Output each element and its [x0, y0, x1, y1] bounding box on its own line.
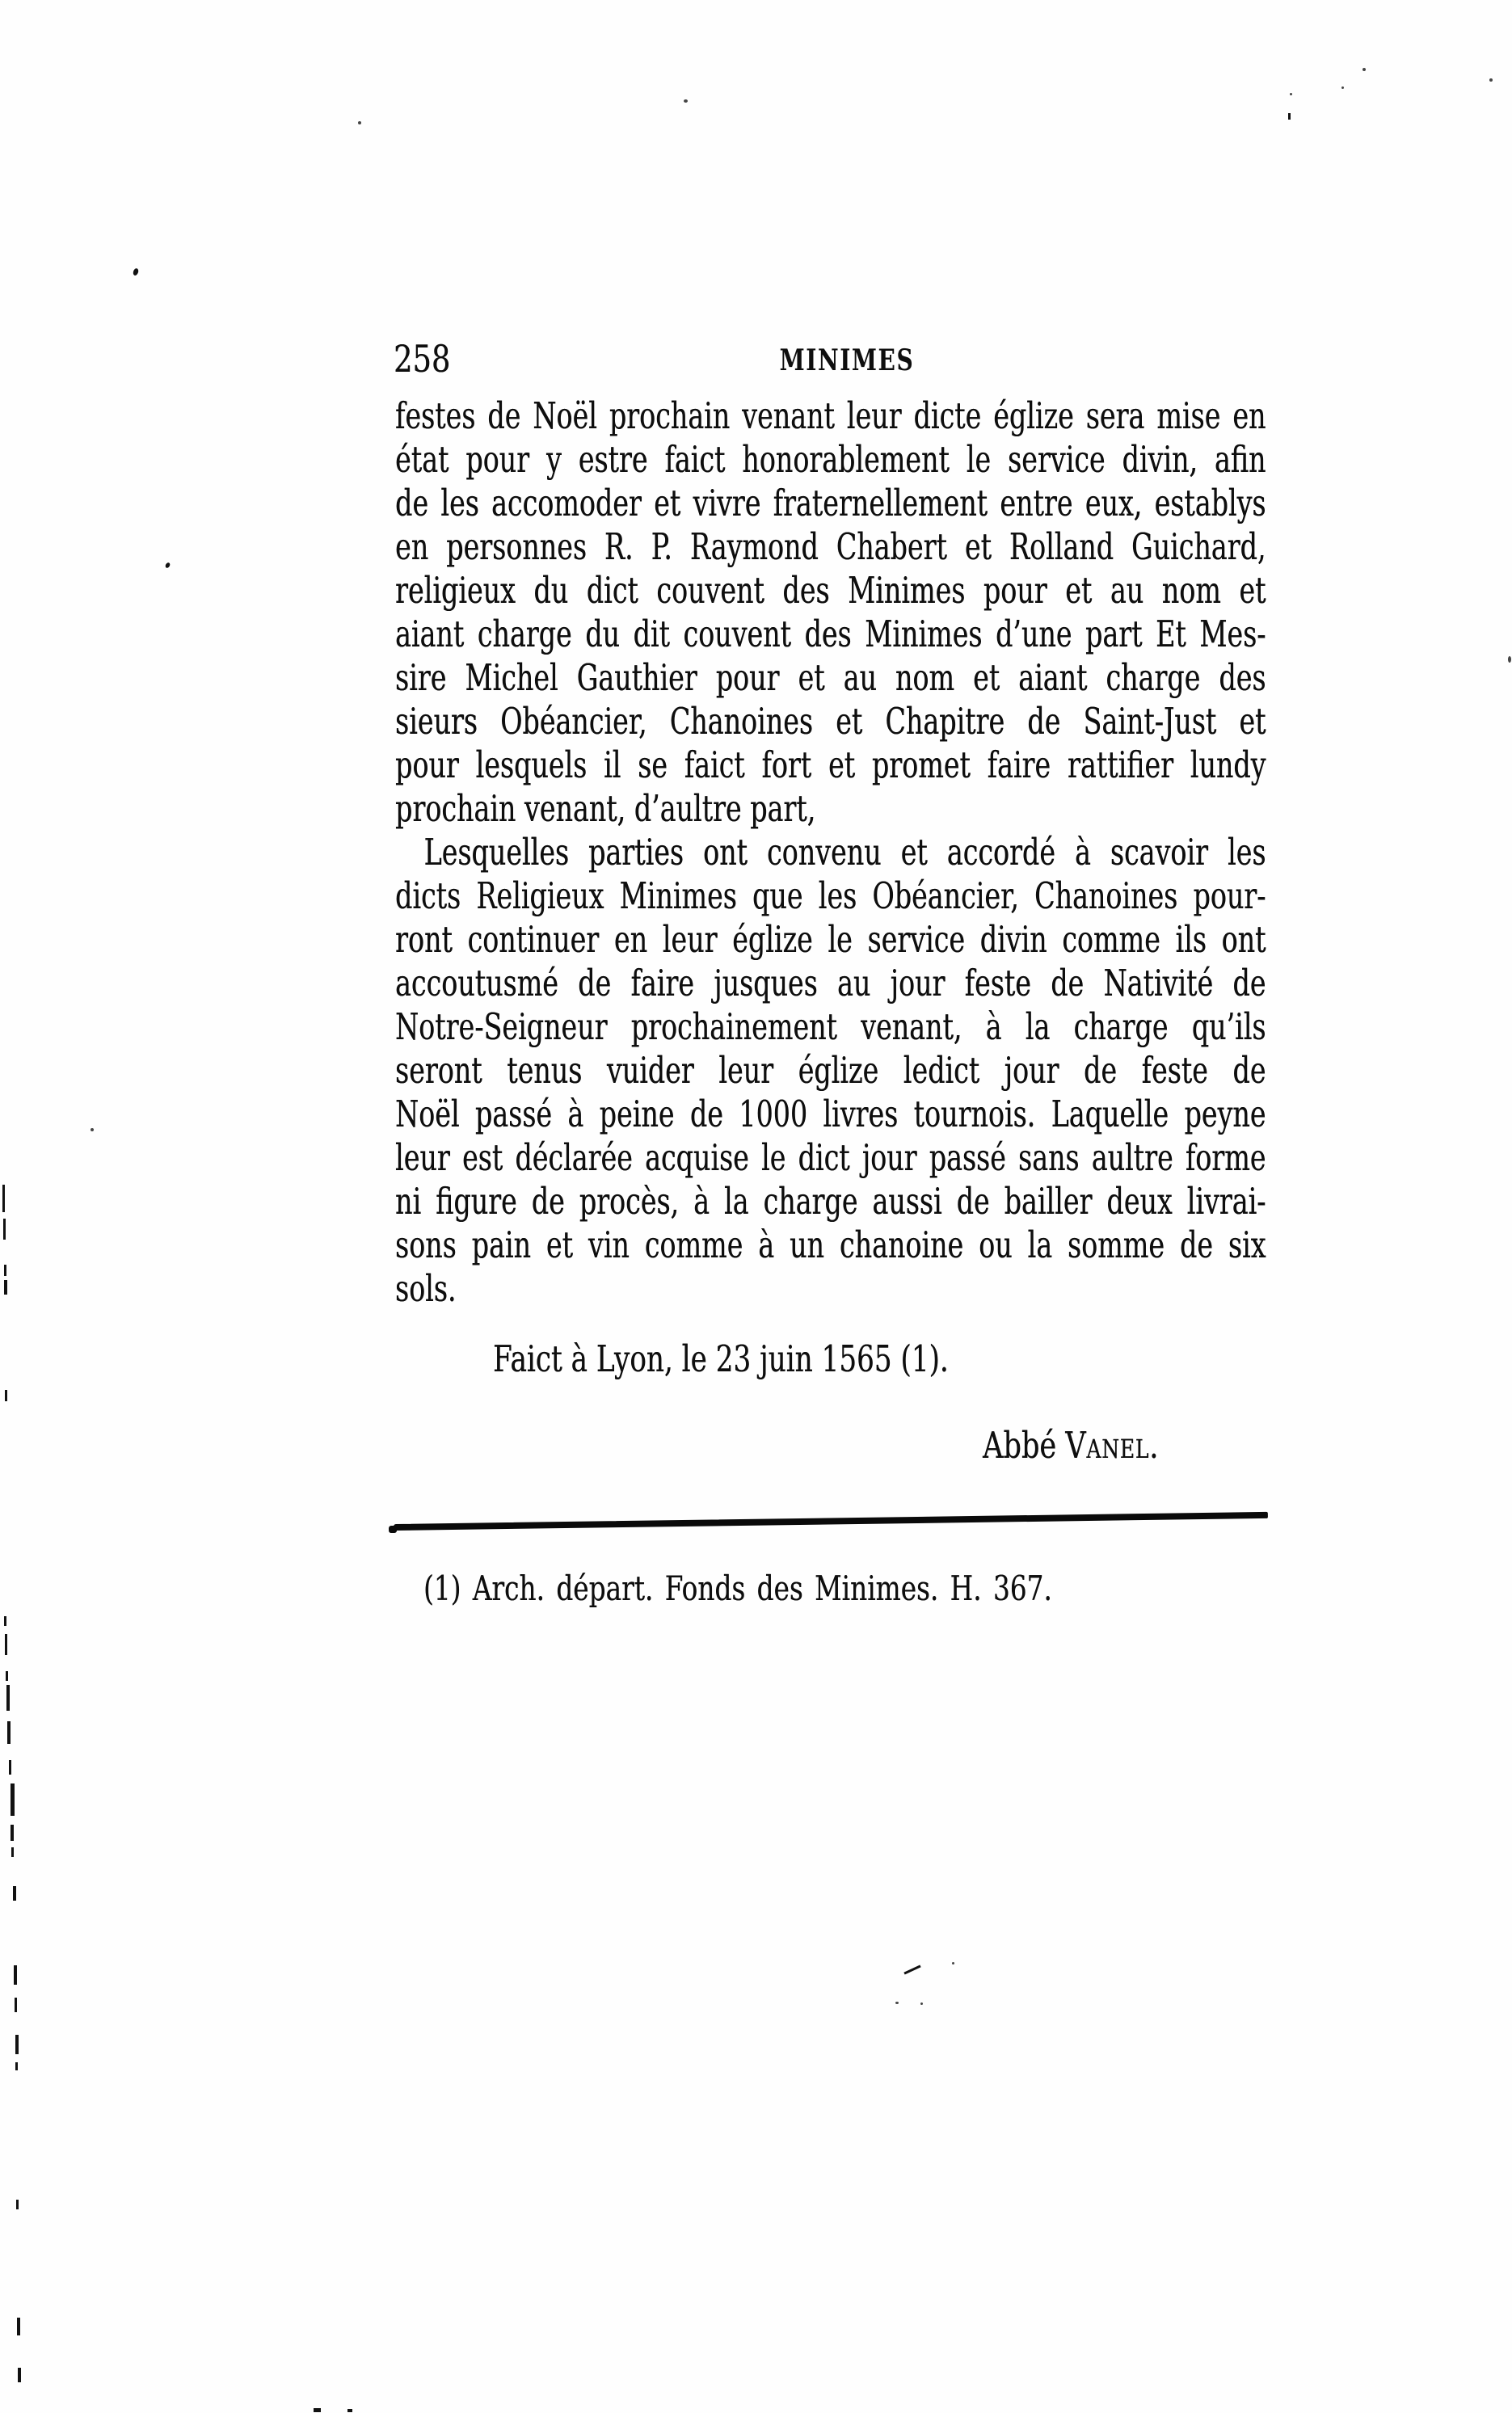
text-line: sire Michel Gauthier pour et au nom et aiant charge des [395, 656, 1266, 699]
text-line: religieux du dict couvent des Minimes pour et au nom et [395, 569, 1266, 612]
scan-speck [347, 2409, 352, 2412]
signature-prefix: Abbé [983, 1424, 1057, 1467]
scan-artifact [6, 1685, 10, 1711]
running-title: MINIMES [779, 343, 915, 377]
scan-speck [1508, 656, 1511, 663]
text-line: dicts Religieux Minimes que les Obéancier, Chanoines pour- [395, 874, 1266, 917]
scan-artifact [5, 1634, 7, 1655]
text-line: sols. [395, 1267, 457, 1310]
scan-artifact [15, 1998, 17, 2012]
scan-speck [1288, 113, 1291, 120]
text-line: accoutusmé de faire jusques au jour feste de Nativité de [395, 962, 1266, 1004]
text-line: Lesquelles parties ont convenu et accordé à scavoir les [423, 831, 1266, 874]
scan-artifact [9, 1760, 11, 1775]
scan-artifact [4, 1265, 6, 1276]
dateline: Faict à Lyon, le 23 juin 1565 (1). [493, 1337, 949, 1380]
scan-artifact [2, 1185, 5, 1212]
text-line: festes de Noël prochain venant leur dicte églize sera mise en [395, 394, 1266, 437]
text-line: ront continuer en leur églize le service divin comme ils ont [395, 918, 1266, 961]
scan-artifact [11, 1847, 14, 1857]
scan-speck [895, 2002, 899, 2004]
scan-artifact [13, 1886, 16, 1901]
scan-artifact [16, 2200, 19, 2209]
text-line: prochain venant, d’aultre part, [395, 787, 816, 830]
scan-speck [684, 99, 688, 103]
text-line: Notre-Seigneur prochainement venant, à la charge qu’ils [395, 1005, 1266, 1048]
text-line: état pour y estre faict honorablement le service divin, afin [395, 438, 1266, 481]
scan-speck [903, 1965, 920, 1974]
text-line: sons pain et vin comme à un chanoine ou la somme de six [395, 1223, 1266, 1266]
page-number: 258 [394, 337, 451, 381]
footnote: (1) Arch. départ. Fonds des Minimes. H. 367. [423, 1569, 1052, 1608]
text-line: Noël passé à peine de 1000 livres tournois. Laquelle peyne [395, 1093, 1266, 1135]
scan-speck [952, 1962, 954, 1965]
text-line: sieurs Obéancier, Chanoines et Chapitre de Saint-Just et [395, 700, 1266, 743]
document-body [395, 394, 1266, 1311]
scan-speck [91, 1128, 94, 1131]
scan-artifact [4, 1616, 6, 1626]
scan-speck [920, 2002, 923, 2005]
scan-artifact [15, 2035, 19, 2054]
scan-artifact [3, 1219, 6, 1240]
signature [983, 1424, 1159, 1468]
scan-speck [1362, 68, 1366, 71]
scan-speck [1290, 93, 1292, 95]
footnote-rule [394, 1512, 1268, 1531]
scan-speck [133, 267, 140, 276]
scan-artifact [18, 2368, 21, 2382]
signature-name: Vanel. [1065, 1424, 1160, 1467]
scan-artifact [11, 1783, 15, 1816]
text-line: seront tenus vuider leur églize ledict jour de feste de [395, 1049, 1266, 1092]
scan-speck [314, 2408, 321, 2412]
scan-artifact [5, 1390, 7, 1401]
scan-artifact [14, 1965, 17, 1985]
text-line: ni figure de procès, à la charge aussi de bailler deux livrai- [395, 1180, 1266, 1223]
scan-artifact [11, 1825, 14, 1841]
scan-speck [358, 121, 361, 124]
scan-artifact [7, 1721, 11, 1744]
text-line: de les accomoder et vivre fraternellement entre eux, establys [395, 482, 1266, 524]
scan-artifact [17, 2318, 20, 2335]
scan-speck [1341, 86, 1344, 89]
scan-artifact [6, 1671, 8, 1681]
text-line: pour lesquels il se faict fort et promet faire rattifier lundy [395, 743, 1266, 786]
scan-artifact [4, 1280, 7, 1295]
text-line: en personnes R. P. Raymond Chabert et Rolland Guichard, [395, 525, 1266, 568]
text-line: leur est déclarée acquise le dict jour passé sans aultre forme [395, 1136, 1266, 1179]
scan-speck [165, 562, 171, 569]
scan-speck [1489, 78, 1493, 82]
text-line: aiant charge du dit couvent des Minimes d’une part Et Mes- [395, 613, 1266, 655]
scan-artifact [15, 2062, 18, 2070]
